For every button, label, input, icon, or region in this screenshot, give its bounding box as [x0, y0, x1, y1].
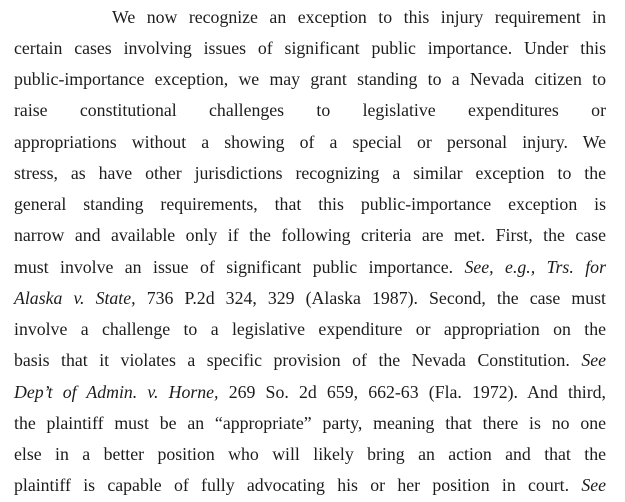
line-text: must involve an issue of significant public importance.	[14, 257, 454, 277]
line-text: 269 So. 2d 659, 662-63 (Fla. 1972). And third,	[228, 382, 606, 402]
paragraph-line: raise constitutional challenges to legislative expenditures or	[14, 100, 606, 120]
paragraph-line	[14, 470, 606, 501]
case-name: Dep’t of Admin. v. Horne,	[14, 382, 219, 402]
paragraph-line: else in a better position who will likely bring an action and that the	[14, 444, 606, 464]
paragraph-line: stress, as have other jurisdictions recognizing a similar exception to the	[14, 163, 606, 183]
paragraph-line	[14, 283, 606, 314]
paragraph-line: public-importance exception, we may grant standing to a Nevada citizen to	[14, 69, 606, 89]
paragraph-line	[14, 345, 606, 376]
line-text: plaintiff is capable of fully advocating his or her position in court.	[14, 475, 570, 495]
case-name: Alaska v. State,	[14, 288, 136, 308]
paragraph-line: We now recognize an exception to this injury requirement in	[112, 7, 606, 27]
citation-signal: See	[581, 350, 606, 370]
citation-signal: See	[581, 475, 606, 495]
paragraph-line: certain cases involving issues of significant public importance. Under this	[14, 38, 606, 58]
line-text: basis that it violates a specific provision of the Nevada Constitution.	[14, 350, 570, 370]
paragraph-line: involve a challenge to a legislative expenditure or appropriation on the	[14, 319, 606, 339]
paragraph-line: the plaintiff must be an “appropriate” party, meaning that there is no one	[14, 413, 606, 433]
paragraph-line: appropriations without a showing of a special or personal injury. We	[14, 132, 606, 152]
paragraph-line	[14, 252, 606, 283]
paragraph-line: general standing requirements, that this public-importance exception is	[14, 194, 606, 214]
line-text: 736 P.2d 324, 329 (Alaska 1987). Second, the case must	[146, 288, 606, 308]
citation-signal: See, e.g., Trs. for	[464, 257, 606, 277]
paragraph-line: narrow and available only if the following criteria are met. First, the case	[14, 225, 606, 245]
paragraph-line	[14, 377, 606, 408]
